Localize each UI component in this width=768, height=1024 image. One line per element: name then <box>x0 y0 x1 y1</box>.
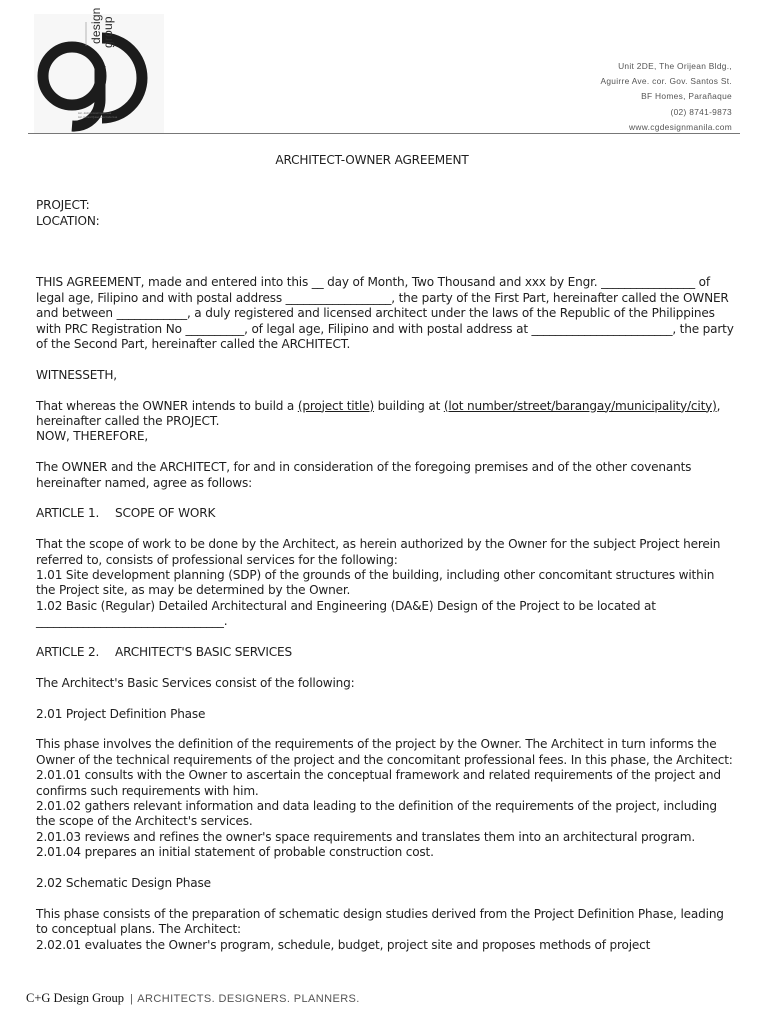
website-link[interactable]: www.cgdesignmanila.com <box>629 121 732 132</box>
project-label: PROJECT: <box>36 198 90 213</box>
page-footer <box>26 991 360 1006</box>
article-2-title: ARCHITECT'S BASIC SERVICES <box>115 645 292 660</box>
phone-number: (02) 8741-9873 <box>670 106 732 117</box>
item-2-01-04: 2.01.04 prepares an initial statement of probable construction cost. <box>36 845 434 860</box>
item-2-01-01: 2.01.01 consults with the Owner to ascertain the conceptual framework and related requirements of the project and confirms such requirements with him. <box>36 768 721 798</box>
company-address <box>600 59 732 135</box>
article-1-number: ARTICLE 1. <box>36 506 100 521</box>
item-2-02-01: 2.02.01 evaluates the Owner's program, schedule, budget, project site and proposes methods of project <box>36 937 651 952</box>
item-1-01: 1.01 Site development planning (SDP) of the grounds of the building, including other concomitant structures within the Project site, as may be determined by the Owner. <box>36 568 715 598</box>
article-2-heading <box>36 645 736 660</box>
logo-word-group: group <box>101 16 115 48</box>
article-1-title: SCOPE OF WORK <box>115 506 216 521</box>
consideration-paragraph: The OWNER and the ARCHITECT, for and in consideration of the foregoing premises and of the other covenants hereinafter named, agree as follows: <box>36 460 692 490</box>
address-line-3: BF Homes, Parañaque <box>641 91 732 102</box>
logo-fine-print-2: Arc. Gerard Quiao Gaa Carla Gaa <box>78 116 118 119</box>
header-divider <box>28 133 740 134</box>
phase-2-01-intro: This phase involves the definition of the requirements of the project by the Owner. The Architect in turn informs the Owner of the technical requirements of the project and the concomitant professional fees. In this phase, the Architect: <box>36 737 733 767</box>
article-2-intro: The Architect's Basic Services consist of the following: <box>36 675 355 690</box>
phase-2-02-intro: This phase consists of the preparation of schematic design studies derived from the Project Definition Phase, leading to conceptual plans. The Architect: <box>36 906 724 937</box>
project-location-placeholder: (lot number/street/barangay/municipality/city) <box>443 398 717 413</box>
logo-fine-print-1: Arc. Joshua Gratz Gallo Gaa <box>78 112 112 115</box>
witnesseth-heading: WITNESSETH, <box>36 367 117 382</box>
whereas-prefix: That whereas the OWNER intends to build a <box>36 398 298 413</box>
company-logo <box>34 7 164 134</box>
footer-tagline: ARCHITECTS. DESIGNERS. PLANNERS. <box>137 993 360 1005</box>
whereas-mid: building at <box>374 398 444 413</box>
agreement-paragraph: THIS AGREEMENT, made and entered into this __ day of Month, Two Thousand and xxx by Engr. ________________ of legal age, Filipino and with postal address __________________, the party of the First Part, hereinafter called the OWNER and between ____________, a duly registered and licensed architect under the laws of the Republic of the Philippines with PRC Registration No __________, of legal age, Filipino and with postal address at ________________________, the party of the Second Part, hereinafter called the ARCHITECT. <box>36 275 734 352</box>
article-2-number: ARTICLE 2. <box>36 645 100 660</box>
address-line-2: Aguirre Ave. cor. Gov. Santos St. <box>600 76 732 87</box>
item-2-01-02: 2.01.02 gathers relevant information and data leading to the definition of the requirements of the project, including the scope of the Architect's services. <box>36 799 717 829</box>
whereas-paragraph <box>36 399 736 430</box>
address-line-1: Unit 2DE, The Orijean Bldg., <box>618 61 732 71</box>
logo-word-design: design <box>89 7 103 44</box>
phase-2-01-title: 2.01 Project Definition Phase <box>36 706 206 721</box>
article-1-heading <box>36 506 736 521</box>
location-label: LOCATION: <box>36 213 100 228</box>
item-1-02: 1.02 Basic (Regular) Detailed Architectural and Engineering (DA&E) Design of the Project to be located at ________________________________. <box>36 598 656 629</box>
footer-brand: C+G Design Group <box>26 991 125 1005</box>
document-title: ARCHITECT-OWNER AGREEMENT <box>275 153 469 167</box>
phase-2-02-title: 2.02 Schematic Design Phase <box>36 876 211 891</box>
whereas-suffix: , hereinafter called the PROJECT. <box>36 398 721 429</box>
now-therefore: NOW, THEREFORE, <box>36 429 149 444</box>
document-body <box>36 153 736 953</box>
article-1-intro: That the scope of work to be done by the Architect, as herein authorized by the Owner for the subject Project herein referred to, consists of professional services for the following: <box>36 537 721 567</box>
project-title-placeholder: (project title) <box>297 398 375 413</box>
item-2-01-03: 2.01.03 reviews and refines the owner's space requirements and translates them into an architectural program. <box>36 829 696 844</box>
footer-separator: | <box>130 993 134 1005</box>
